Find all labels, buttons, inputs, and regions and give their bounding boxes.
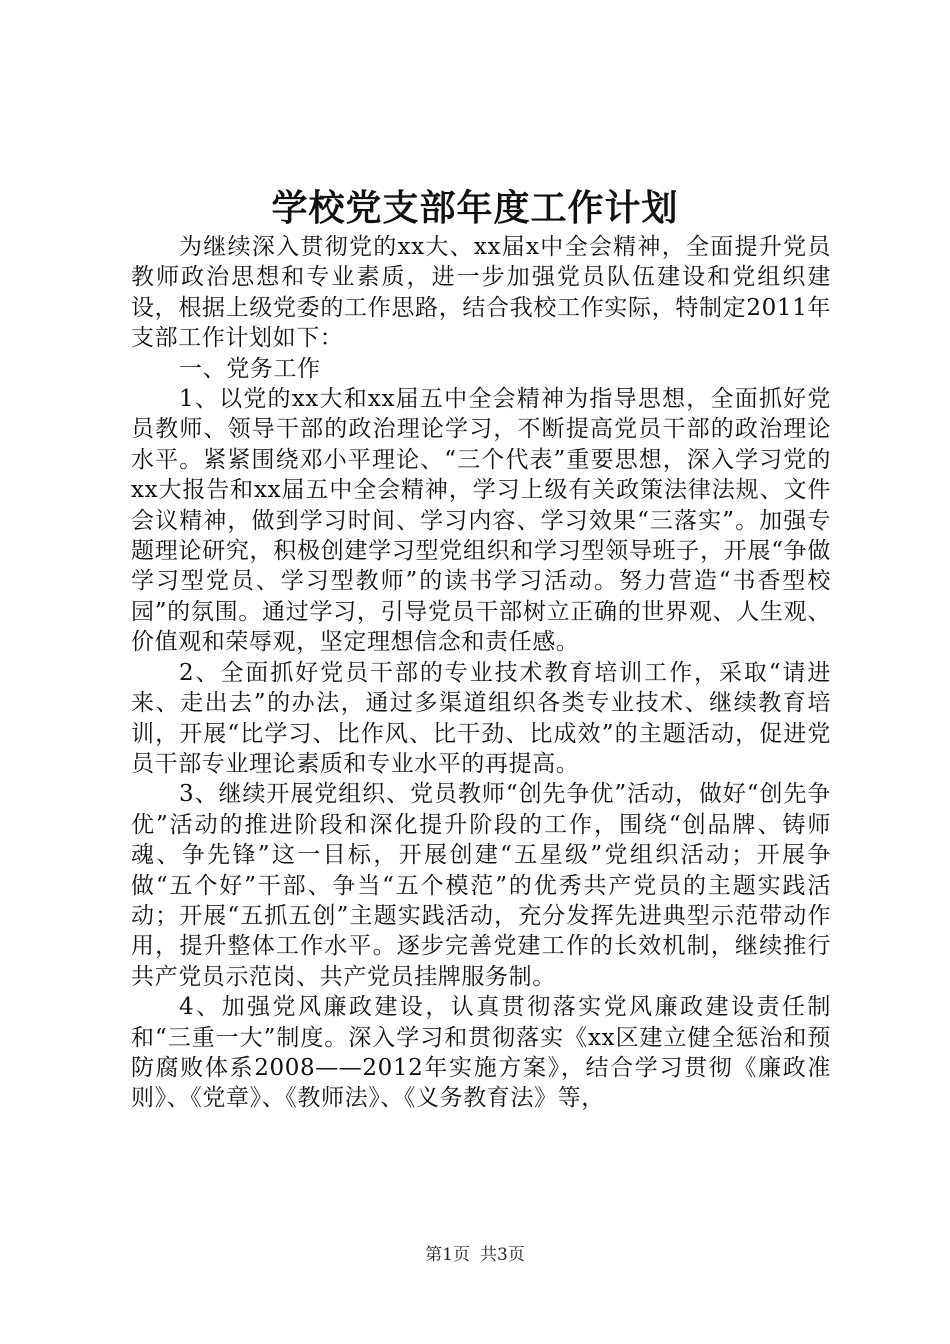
item-2-paragraph: 2、全面抓好党员干部的专业技术教育培训工作，采取“请进来、走出去”的办法，通过多渠道组织各类专业技术、继续教育培训，开展“比学习、比作风、比干劲、比成效”的主题活动，促进党员干部专业理论素质和专业水平的再提高。 [131,659,831,777]
document-body [131,232,831,1114]
item-4-paragraph: 4、加强党风廉政建设，认真贯彻落实党风廉政建设责任制和“三重一大”制度。深入学习和贯彻落实《xx区建立健全惩治和预防腐败体系2008——2012年实施方案》，结合学习贯彻《廉政准则》、《党章》、《教师法》、《义务教育法》等， [131,994,831,1112]
document-title: 学校党支部年度工作计划 [271,187,679,229]
intro-paragraph: 为继续深入贯彻党的xx大、xx届x中全会精神，全面提升党员教师政治思想和专业素质，进一步加强党员队伍建设和党组织建设，根据上级党委的工作思路，结合我校工作实际，特制定2011年支部工作计划如下： [131,234,831,352]
page-footer [0,1244,950,1266]
section-heading-party-affairs: 一、党务工作 [179,355,321,382]
page-total: 共3页 [480,1245,525,1265]
item-3-paragraph: 3、继续开展党组织、党员教师“创先争优”活动，做好“创先争优”活动的推进阶段和深化提升阶段的工作，围绕“创品牌、铸师魂、争先锋”这一目标，开展创建“五星级”党组织活动；开展争做“五个好”干部、争当“五个模范”的优秀共产党员的主题实践活动；开展“五抓五创”主题实践活动，充分发挥先进典型示范带动作用，提升整体工作水平。逐步完善党建工作的长效机制，继续推行共产党员示范岗、共产党员挂牌服务制。 [131,781,831,990]
item-1-paragraph: 1、以党的xx大和xx届五中全会精神为指导思想，全面抓好党员教师、领导干部的政治理论学习，不断提高党员干部的政治理论水平。紧紧围绕邓小平理论、“三个代表”重要思想，深入学习党的xx大报告和xx届五中全会精神，学习上级有关政策法律法规、文件会议精神，做到学习时间、学习内容、学习效果“三落实”。加强专题理论研究，积极创建学习型党组织和学习型领导班子，开展“争做学习型党员、学习型教师”的读书学习活动。努力营造“书香型校园”的氛围。通过学习，引导党员干部树立正确的世界观、人生观、价值观和荣辱观，坚定理想信念和责任感。 [131,386,831,656]
page-number: 第1页 [425,1245,470,1265]
